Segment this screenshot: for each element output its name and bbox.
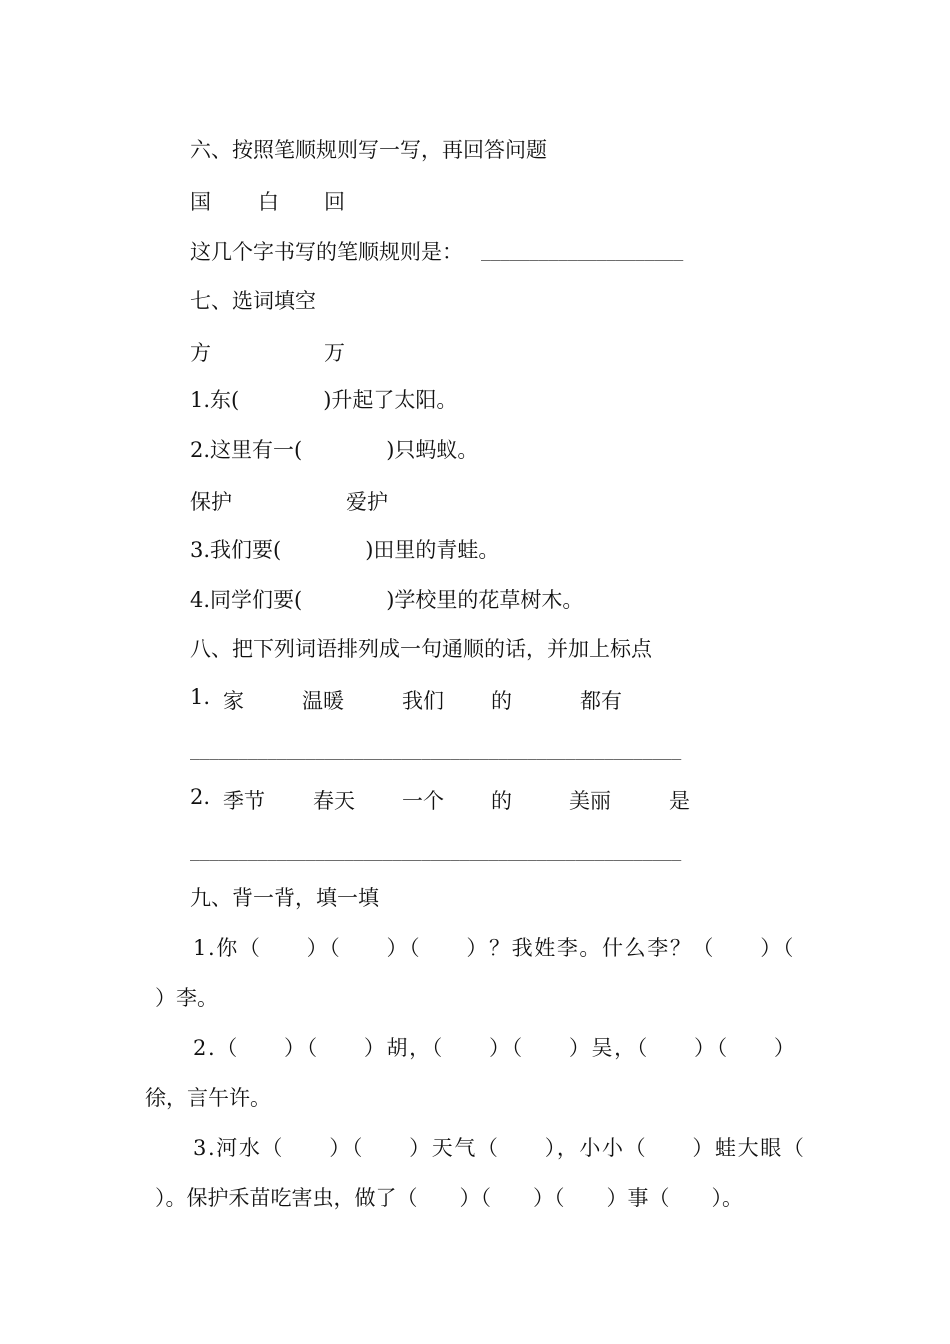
item2-word-4: 的 [491,789,512,813]
stroke-rule-answer-line[interactable]: _____________________ [481,242,684,261]
item2-word-2: 春天 [313,789,355,813]
item2-word-1: 季节 [223,789,265,813]
char-3: 回 [324,190,345,214]
section6-heading: 六、按照笔顺规则写一写，再回答问题 [190,138,547,162]
item2-word-3: 一个 [402,789,444,813]
stroke-rule-question: 这几个字书写的笔顺规则是： [190,240,463,264]
section7-heading: 七、选词填空 [190,289,316,313]
recite-q3-line2: ）。保护禾苗吃害虫，做了（ ）（ ）（ ）事（ ）。 [155,1186,743,1210]
item1-word-3: 我们 [402,689,444,713]
recite-q1-line2: ）李。 [155,986,218,1010]
char-1: 国 [190,190,211,214]
item1-answer-line[interactable]: ___________________________________________________ [190,741,682,760]
recite-q2-line1: 2.（ ）（ ）胡，（ ）（ ）吴，（ ）（ ） [193,1036,797,1060]
item2-word-5: 美丽 [569,789,611,813]
word-option-4: 爱护 [346,490,388,514]
recite-q3-line1: 3.河水（ ）（ ）天气（ ），小小（ ）蛙大眼（ [193,1136,806,1160]
item1-number: 1. [190,685,211,709]
item1-word-5: 都有 [580,689,622,713]
fill-question-2: 2.这里有一( )只蚂蚁。 [190,438,479,462]
item1-word-4: 的 [491,689,512,713]
word-option-3: 保护 [190,490,232,514]
word-option-2: 万 [324,341,345,365]
recite-q2-line2: 徐，言午许。 [145,1086,271,1110]
recite-q1-line1: 1.你（ ）（ ）（ ）？我姓李。什么李？（ ）（ [193,936,795,960]
fill-question-3: 3.我们要( )田里的青蛙。 [190,538,500,562]
section9-heading: 九、背一背，填一填 [190,886,379,910]
section8-heading: 八、把下列词语排列成一句通顺的话，并加上标点 [190,637,652,661]
item2-number: 2. [190,785,211,809]
item1-word-2: 温暖 [302,689,344,713]
item2-word-6: 是 [669,789,690,813]
item2-answer-line[interactable]: ___________________________________________________ [190,842,682,861]
fill-question-1: 1.东( )升起了太阳。 [190,388,458,412]
char-2: 白 [258,190,279,214]
item1-word-1: 家 [223,689,244,713]
fill-question-4: 4.同学们要( )学校里的花草树木。 [190,588,584,612]
word-option-1: 方 [190,341,211,365]
